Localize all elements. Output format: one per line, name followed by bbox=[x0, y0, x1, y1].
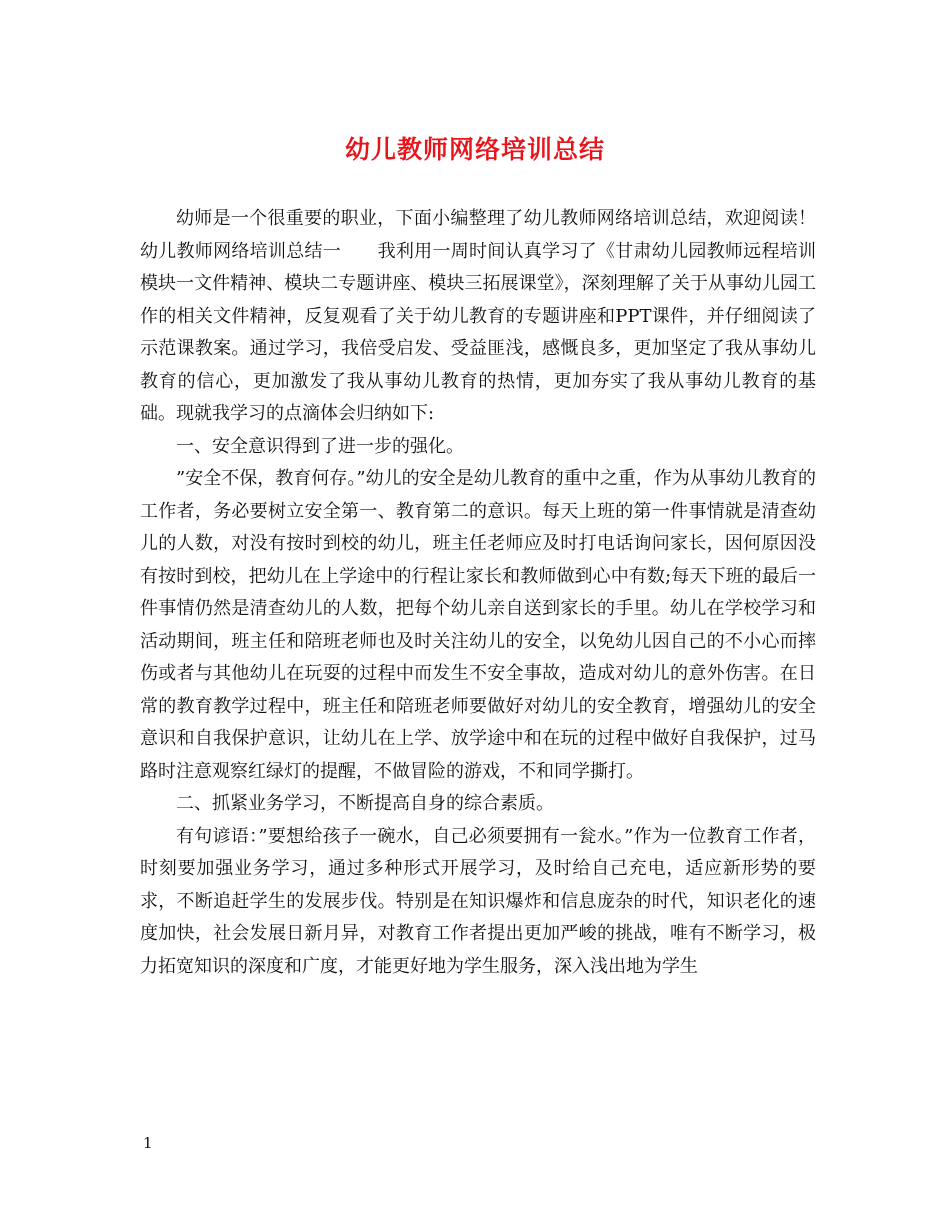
section-heading-study: 二、抓紧业务学习，不断提高自身的综合素质。 bbox=[176, 793, 554, 814]
page-number: 1 bbox=[143, 1134, 153, 1152]
paragraph-intro: 幼师是一个很重要的职业，下面小编整理了幼儿教师网络培训总结，欢迎阅读！幼儿教师网络培训总结一 我利用一周时间认真学习了《甘肃幼儿园教师远程培训模块一文件精神、模块二专题讲座、模块三拓展课堂》，深刻理解了关于从事幼儿园工作的相关文件精神，反复观看了关于幼儿教育的专题讲座和PPT课件，并仔细阅读了示范课教案。通过学习，我倍受启发、受益匪浅，感慨良多，更加坚定了我从事幼儿教育的信心，更加激发了我从事幼儿教育的热情，更加夯实了我从事幼儿教育的基础。现就我学习的点滴体会归纳如下: bbox=[140, 208, 816, 424]
section-heading-safety: 一、安全意识得到了进一步的强化。 bbox=[176, 435, 464, 457]
document-body bbox=[140, 203, 816, 983]
paragraph-safety: ”安全不保，教育何存。”幼儿的安全是幼儿教育的重中之重，作为从事幼儿教育的工作者，务必要树立安全第一、教育第二的意识。每天上班的第一件事情就是清查幼儿的人数，对没有按时到校的幼儿，班主任老师应及时打电话询问家长，因何原因没有按时到校，把幼儿在上学途中的行程让家长和教师做到心中有数;每天下班的最后一件事情仍然是清查幼儿的人数，把每个幼儿亲自送到家长的手里。幼儿在学校学习和活动期间，班主任和陪班老师也及时关注幼儿的安全，以免幼儿因自己的不小心而摔伤或者与其他幼儿在玩耍的过程中而发生不安全事故，造成对幼儿的意外伤害。在日常的教育教学过程中，班主任和陪班老师要做好对幼儿的安全教育，增强幼儿的安全意识和自我保护意识，让幼儿在上学、放学途中和在玩的过程中做好自我保护，过马路时注意观察红绿灯的提醒，不做冒险的游戏，不和同学撕打。 bbox=[140, 468, 816, 782]
document-title: 幼儿教师网络培训总结 bbox=[344, 135, 605, 164]
paragraph-study: 有句谚语：”要想给孩子一碗水，自己必须要拥有一瓮水。”作为一位教育工作者，时刻要加强业务学习，通过多种形式开展学习，及时给自己充电，适应新形势的要求，不断追赶学生的发展步伐。特别是在知识爆炸和信息庞杂的时代，知识老化的速度加快，社会发展日新月异，对教育工作者提出更加严峻的挑战，唯有不断学习，极力拓宽知识的深度和广度，才能更好地为学生服务，深入浅出地为学生 bbox=[140, 825, 816, 977]
